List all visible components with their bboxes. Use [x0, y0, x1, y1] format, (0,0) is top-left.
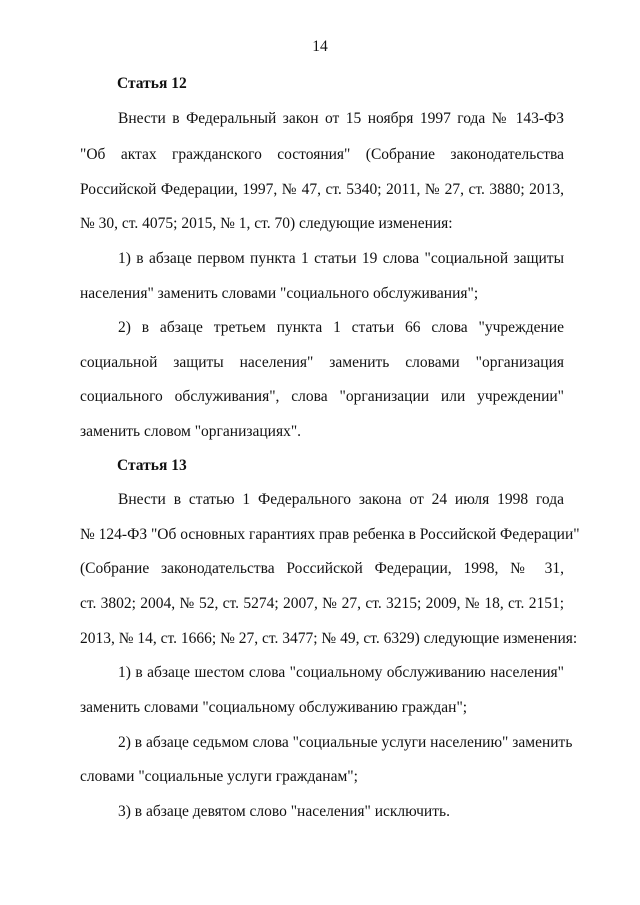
article-12-intro-line-4: № 30, ст. 4075; 2015, № 1, ст. 70) следующие изменения:	[80, 215, 453, 232]
article-12-intro-line-1: Внести в Федеральный закон от 15 ноября 1997 года № 143-ФЗ	[118, 110, 564, 127]
article-13-heading: Статья 13	[117, 457, 187, 474]
article-13-item-2-line-2: словами "социальные услуги гражданам";	[80, 768, 358, 785]
article-12-item-2-line-4: заменить словом "организациях".	[80, 423, 302, 440]
article-13-item-2-line-1: 2) в абзаце седьмом слова "социальные услуги населению" заменить	[118, 734, 573, 751]
page-number: 14	[312, 38, 328, 55]
article-13-intro-line-1: Внести в статью 1 Федерального закона от 24 июля 1998 года	[118, 491, 564, 508]
article-12-item-2-line-1: 2) в абзаце третьем пункта 1 статьи 66 слова "учреждение	[118, 319, 564, 336]
article-13-item-3-line-1: 3) в абзаце девятом слово "населения" исключить.	[118, 803, 450, 820]
article-13-item-1-line-1: 1) в абзаце шестом слова "социальному обслуживанию населения"	[118, 664, 564, 681]
article-13-intro-line-3: (Собрание законодательства Российской Федерации, 1998, № 31,	[80, 560, 564, 577]
article-12-item-1-line-2: населения" заменить словами "социального обслуживания";	[80, 285, 479, 302]
article-12-item-1-line-1: 1) в абзаце первом пункта 1 статьи 19 слова "социальной защиты	[118, 250, 564, 267]
article-12-item-2-line-3: социального обслуживания", слова "организации или учреждении"	[80, 388, 564, 405]
article-13-item-1-line-2: заменить словами "социальному обслуживанию граждан";	[80, 699, 468, 716]
article-13-intro-line-4: ст. 3802; 2004, № 52, ст. 5274; 2007, № 27, ст. 3215; 2009, № 18, ст. 2151;	[80, 595, 564, 612]
article-12-item-2-line-2: социальной защиты населения" заменить словами "организация	[80, 354, 564, 371]
article-12-intro-line-3: Российской Федерации, 1997, № 47, ст. 5340; 2011, № 27, ст. 3880; 2013,	[80, 181, 564, 198]
article-13-intro-line-5: 2013, № 14, ст. 1666; № 27, ст. 3477; № 49, ст. 6329) следующие изменения:	[80, 630, 578, 647]
article-12-heading: Статья 12	[117, 75, 187, 92]
article-12-intro-line-2: "Об актах гражданского состояния" (Собрание законодательства	[80, 146, 564, 163]
article-13-intro-line-2: № 124-ФЗ "Об основных гарантиях прав ребенка в Российской Федерации"	[80, 526, 580, 543]
